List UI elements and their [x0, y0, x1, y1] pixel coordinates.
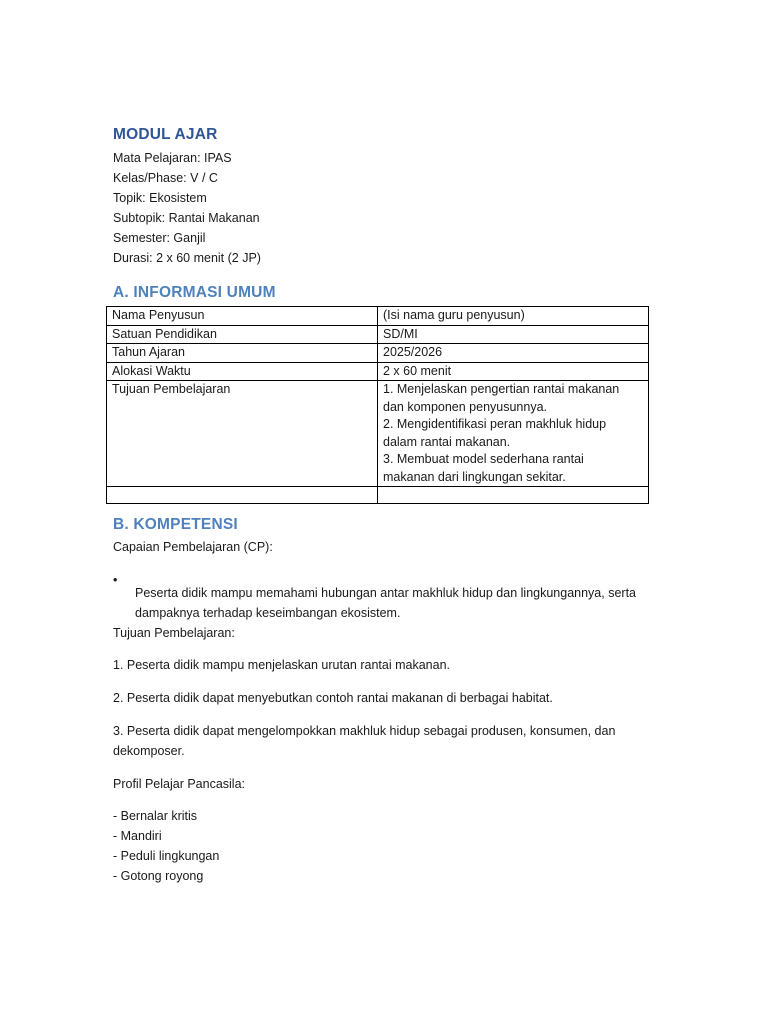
general-info-table	[106, 306, 649, 504]
section-a-heading: A. INFORMASI UMUM	[113, 284, 276, 301]
tp-item-2: 2. Peserta didik dapat menyebutkan contoh rantai makanan di berbagai habitat.	[113, 691, 553, 705]
cp-label: Capaian Pembelajaran (CP):	[113, 540, 273, 554]
list-item: - Gotong royong	[113, 869, 204, 883]
tp-label: Tujuan Pembelajaran:	[113, 626, 235, 640]
table-row	[107, 381, 649, 487]
table-cell-value: SD/MI	[378, 325, 649, 344]
list-item: - Mandiri	[113, 829, 162, 843]
objective-line: dan komponen penyusunnya.	[383, 399, 548, 414]
table-cell-label: Alokasi Waktu	[107, 362, 378, 381]
objective-line: makanan dari lingkungan sekitar.	[383, 469, 566, 484]
cp-bullet-text: Peserta didik mampu memahami hubungan antar makhluk hidup dan lingkungannya, serta dampaknya terhadap keseimbangan ekosistem.	[135, 585, 636, 620]
table-row	[107, 362, 649, 381]
meta-topic: Topik: Ekosistem	[113, 191, 207, 205]
meta-subject: Mata Pelajaran: IPAS	[113, 151, 232, 165]
table-row	[107, 344, 649, 363]
meta-class: Kelas/Phase: V / C	[113, 171, 218, 185]
objective-line: 3. Membuat model sederhana rantai	[383, 452, 584, 466]
bullet-icon: •	[113, 573, 118, 587]
table-cell-value	[378, 381, 649, 487]
list-item: - Bernalar kritis	[113, 809, 198, 823]
objective-line: 1. Menjelaskan pengertian rantai makanan	[383, 382, 620, 396]
pp-label: Profil Pelajar Pancasila:	[113, 777, 246, 791]
table-cell-empty	[378, 487, 649, 504]
table-cell-label: Tujuan Pembelajaran	[107, 381, 378, 487]
pp-list	[113, 806, 219, 886]
list-item: - Peduli lingkungan	[113, 849, 220, 863]
table-row	[107, 325, 649, 344]
table-cell-value: (Isi nama guru penyusun)	[378, 307, 649, 326]
objective-line: 2. Mengidentifikasi peran makhluk hidup	[383, 417, 607, 431]
meta-semester: Semester: Ganjil	[113, 231, 206, 245]
tp-item-3: 3. Peserta didik dapat mengelompokkan makhluk hidup sebagai produsen, konsumen, dan dekomposer.	[113, 724, 616, 758]
table-cell-label: Nama Penyusun	[107, 307, 378, 326]
section-b-heading: B. KOMPETENSI	[113, 516, 238, 533]
meta-subtopic: Subtopik: Rantai Makanan	[113, 211, 260, 225]
objective-line: dalam rantai makanan.	[383, 434, 511, 449]
table-cell-value: 2 x 60 menit	[378, 362, 649, 381]
tp-item-1: 1. Peserta didik mampu menjelaskan urutan rantai makanan.	[113, 658, 450, 672]
table-cell-label: Satuan Pendidikan	[107, 325, 378, 344]
document-title: MODUL AJAR	[113, 126, 218, 143]
module-metadata	[113, 148, 261, 268]
table-cell-value: 2025/2026	[378, 344, 649, 363]
table-row-empty	[107, 487, 649, 504]
table-row	[107, 307, 649, 326]
meta-duration: Durasi: 2 x 60 menit (2 JP)	[113, 251, 261, 265]
table-cell-empty	[107, 487, 378, 504]
table-cell-label: Tahun Ajaran	[107, 344, 378, 363]
